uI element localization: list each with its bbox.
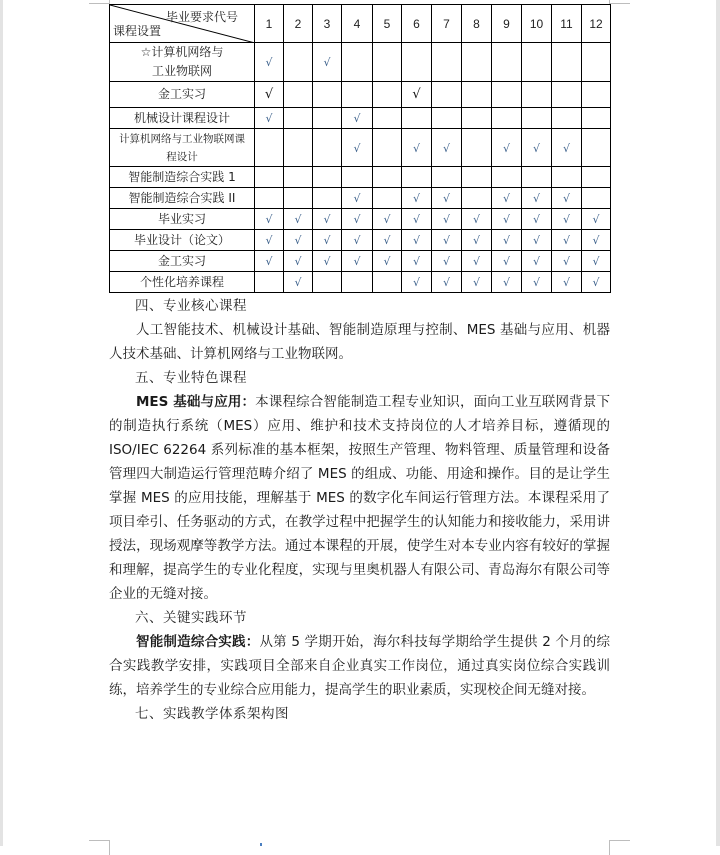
requirement-cell <box>522 43 552 82</box>
checkmark-icon: √ <box>412 255 420 268</box>
requirement-cell <box>255 230 284 251</box>
checkmark-icon: √ <box>502 141 510 155</box>
requirement-cell <box>284 272 313 293</box>
requirement-cell <box>432 230 462 251</box>
checkmark-icon: √ <box>532 255 540 268</box>
checkmark-icon: √ <box>412 141 420 155</box>
requirement-cell <box>255 251 284 272</box>
requirement-cell <box>255 209 284 230</box>
checkmark-icon: √ <box>592 255 600 268</box>
table-row <box>110 167 611 188</box>
requirement-cell <box>255 108 284 129</box>
checkmark-icon: √ <box>353 255 361 268</box>
requirement-cell <box>582 82 611 108</box>
requirement-cell <box>462 230 492 251</box>
checkmark-icon: √ <box>294 276 302 289</box>
checkmark-icon: √ <box>472 213 480 226</box>
requirement-cell <box>402 129 432 167</box>
requirement-cell <box>582 251 611 272</box>
requirement-cell <box>313 209 342 230</box>
checkmark-icon: √ <box>383 255 391 268</box>
checkmark-icon: √ <box>532 276 540 289</box>
checkmark-icon: √ <box>562 213 570 226</box>
requirement-cell <box>522 129 552 167</box>
requirement-cell <box>432 209 462 230</box>
course-name-line: 机械设计课程设计 <box>133 110 230 125</box>
course-name-line: 工业物联网 <box>151 64 212 78</box>
checkmark-icon: √ <box>323 255 331 268</box>
requirement-cell <box>342 188 373 209</box>
practice-body: 从第 5 学期开始，海尔科技每学期给学生提供 2 个月的综合实践教学安排，实践项目全部来自企业真实工作岗位，通过真实岗位综合实践训练，培养学生的专业综合应用能力，提高学生的职业素质，实现校企间无缝对接。 <box>109 634 610 698</box>
checkmark-icon: √ <box>412 87 421 102</box>
requirement-cell <box>313 43 342 82</box>
requirement-cell <box>582 167 611 188</box>
diagonal-header-cell <box>110 5 255 43</box>
requirement-cell <box>313 82 342 108</box>
requirement-cell <box>313 230 342 251</box>
requirement-cell <box>373 272 402 293</box>
checkmark-icon: √ <box>442 141 450 155</box>
checkmark-icon: √ <box>383 234 391 247</box>
checkmark-icon: √ <box>412 213 420 226</box>
requirement-cell <box>342 272 373 293</box>
course-name-line: 毕业实习 <box>157 211 206 226</box>
requirement-cell <box>492 129 522 167</box>
section-heading-6: 六、关键实践环节 <box>135 610 247 626</box>
requirement-cell <box>552 209 582 230</box>
requirement-cell <box>582 230 611 251</box>
requirement-cell <box>522 251 552 272</box>
checkmark-icon: √ <box>562 255 570 268</box>
checkmark-icon: √ <box>264 87 274 102</box>
requirement-cell <box>342 251 373 272</box>
requirement-cell <box>402 272 432 293</box>
mes-course-title: MES 基础与应用： <box>136 394 256 410</box>
checkmark-icon: √ <box>412 234 420 247</box>
page-gutter-right <box>716 0 720 846</box>
requirement-cell <box>432 188 462 209</box>
table-row <box>110 251 611 272</box>
checkmark-icon: √ <box>294 234 302 247</box>
checkmark-icon: √ <box>294 255 302 268</box>
requirement-cell <box>492 251 522 272</box>
requirement-cell <box>522 167 552 188</box>
table-row <box>110 82 611 108</box>
requirement-cell <box>582 129 611 167</box>
practice-title: 智能制造综合实践： <box>136 634 260 650</box>
checkmark-icon: √ <box>532 141 540 155</box>
checkmark-icon: √ <box>502 213 510 226</box>
checkmark-icon: √ <box>323 234 331 247</box>
requirement-cell <box>492 82 522 108</box>
requirement-cell <box>313 188 342 209</box>
requirement-cell <box>373 108 402 129</box>
requirement-cell <box>462 108 492 129</box>
requirement-cell <box>552 251 582 272</box>
requirement-cell <box>462 82 492 108</box>
checkmark-icon: √ <box>442 192 450 205</box>
requirement-cell <box>402 108 432 129</box>
requirement-cell <box>402 230 432 251</box>
requirement-cell <box>492 209 522 230</box>
requirement-cell <box>522 230 552 251</box>
checkmark-icon: √ <box>294 213 302 226</box>
requirement-cell <box>284 43 313 82</box>
requirement-cell <box>552 230 582 251</box>
course-name-line: 计算机网络与工业物联网课 <box>119 132 245 145</box>
requirement-cell <box>522 82 552 108</box>
requirement-cell <box>462 43 492 82</box>
checkmark-icon: √ <box>562 234 570 247</box>
core-courses-paragraph: 人工智能技术、机械设计基础、智能制造原理与控制、MES 基础与应用、机器人技术基础、计算机网络与工业物联网。 <box>109 322 610 362</box>
requirement-cell <box>284 82 313 108</box>
column-header-12: 12 <box>582 5 611 43</box>
column-header-11: 11 <box>552 5 582 43</box>
requirement-cell <box>492 108 522 129</box>
course-name-cell <box>110 272 255 293</box>
requirement-cell <box>462 272 492 293</box>
requirement-cell <box>284 108 313 129</box>
requirement-cell <box>432 129 462 167</box>
checkmark-icon: √ <box>353 141 361 155</box>
requirement-cell <box>522 108 552 129</box>
requirement-cell <box>284 167 313 188</box>
checkmark-icon: √ <box>442 255 450 268</box>
requirement-cell <box>284 129 313 167</box>
checkmark-icon: √ <box>265 56 273 69</box>
requirement-cell <box>313 167 342 188</box>
checkmark-icon: √ <box>323 56 331 69</box>
requirement-cell <box>582 209 611 230</box>
requirement-cell <box>342 82 373 108</box>
requirement-cell <box>492 230 522 251</box>
requirement-cell <box>373 209 402 230</box>
mes-course-paragraph <box>109 390 610 606</box>
checkmark-icon: √ <box>412 192 420 205</box>
requirement-cell <box>373 43 402 82</box>
section-heading-4: 四、专业核心课程 <box>135 298 247 314</box>
course-name-cell <box>110 188 255 209</box>
course-name-line: 金工实习 <box>157 87 206 101</box>
checkmark-icon: √ <box>472 255 480 268</box>
requirement-cell <box>432 251 462 272</box>
course-name-cell <box>110 209 255 230</box>
requirement-cell <box>255 272 284 293</box>
requirement-cell <box>402 43 432 82</box>
requirement-cell <box>552 167 582 188</box>
header-requirement-label: 毕业要求代号 <box>165 10 238 24</box>
checkmark-icon: √ <box>502 234 510 247</box>
requirement-cell <box>373 188 402 209</box>
crop-mark-bottom-right <box>609 840 630 855</box>
course-name-cell <box>110 129 255 167</box>
course-name-cell <box>110 167 255 188</box>
requirement-cell <box>313 108 342 129</box>
checkmark-icon: √ <box>265 234 273 247</box>
requirement-cell <box>462 129 492 167</box>
course-name-line: 金工实习 <box>157 253 206 268</box>
checkmark-icon: √ <box>532 213 540 226</box>
checkmark-icon: √ <box>353 213 361 226</box>
header-course-label: 课程设置 <box>113 24 162 38</box>
column-header-6: 6 <box>402 5 432 43</box>
requirement-cell <box>342 167 373 188</box>
requirement-cell <box>284 188 313 209</box>
crop-mark-top-left <box>89 0 110 4</box>
requirement-cell <box>373 82 402 108</box>
checkmark-icon: √ <box>502 276 510 289</box>
requirement-cell <box>492 43 522 82</box>
requirement-cell <box>492 272 522 293</box>
requirement-cell <box>255 82 284 108</box>
checkmark-icon: √ <box>472 276 480 289</box>
column-header-2: 2 <box>284 5 313 43</box>
column-header-10: 10 <box>522 5 552 43</box>
requirement-cell <box>402 188 432 209</box>
section-heading-7: 七、实践教学体系架构图 <box>135 706 289 722</box>
requirement-cell <box>582 108 611 129</box>
requirement-cell <box>255 43 284 82</box>
requirement-cell <box>255 167 284 188</box>
table-row <box>110 188 611 209</box>
course-name-cell <box>110 82 255 108</box>
requirement-cell <box>255 188 284 209</box>
requirement-cell <box>552 43 582 82</box>
course-name-line: 智能制造综合实践 II <box>128 190 236 205</box>
table-row <box>110 129 611 167</box>
checkmark-icon: √ <box>265 255 273 268</box>
requirement-cell <box>492 167 522 188</box>
checkmark-icon: √ <box>532 234 540 247</box>
checkmark-icon: √ <box>532 192 540 205</box>
checkmark-icon: √ <box>383 213 391 226</box>
requirement-cell <box>313 272 342 293</box>
requirement-cell <box>462 209 492 230</box>
checkmark-icon: √ <box>592 213 600 226</box>
table-row <box>110 43 611 82</box>
requirement-cell <box>373 251 402 272</box>
course-name-line: ☆计算机网络与 <box>140 45 224 59</box>
requirement-cell <box>552 129 582 167</box>
checkmark-icon: √ <box>562 192 570 205</box>
checkmark-icon: √ <box>592 234 600 247</box>
requirement-cell <box>342 108 373 129</box>
requirement-cell <box>373 230 402 251</box>
column-header-7: 7 <box>432 5 462 43</box>
checkmark-icon: √ <box>412 276 420 289</box>
checkmark-icon: √ <box>472 234 480 247</box>
section-heading-5: 五、专业特色课程 <box>135 370 247 386</box>
checkmark-icon: √ <box>502 255 510 268</box>
requirement-cell <box>313 129 342 167</box>
requirement-cell <box>582 188 611 209</box>
requirement-cell <box>342 129 373 167</box>
checkmark-icon: √ <box>353 112 361 125</box>
requirement-cell <box>342 230 373 251</box>
requirement-cell <box>552 82 582 108</box>
requirement-cell <box>462 188 492 209</box>
column-header-1: 1 <box>255 5 284 43</box>
requirement-cell <box>522 272 552 293</box>
checkmark-icon: √ <box>323 213 331 226</box>
requirement-cell <box>432 108 462 129</box>
table-row <box>110 272 611 293</box>
requirement-cell <box>432 43 462 82</box>
checkmark-icon: √ <box>353 234 361 247</box>
column-header-5: 5 <box>373 5 402 43</box>
section-core-courses <box>109 294 610 726</box>
requirement-cell <box>522 209 552 230</box>
requirement-cell <box>284 230 313 251</box>
column-header-4: 4 <box>342 5 373 43</box>
requirement-cell <box>402 209 432 230</box>
header-row <box>110 5 611 43</box>
requirement-cell <box>373 129 402 167</box>
column-header-8: 8 <box>462 5 492 43</box>
requirement-cell <box>342 43 373 82</box>
table-row <box>110 108 611 129</box>
checkmark-icon: √ <box>562 276 570 289</box>
requirement-cell <box>432 167 462 188</box>
requirement-cell <box>462 167 492 188</box>
checkmark-icon: √ <box>265 112 273 125</box>
requirement-cell <box>402 167 432 188</box>
mes-course-body: 本课程综合智能制造工程专业知识，面向工业互联网背景下的制造执行系统（MES）应用、维护和技术支持岗位的人才培养目标，遵循现的 ISO/IEC 62264 系列标准的基本框架，按照生产管理、物料管理、质量管理和设备管理四大制造运行管理范畴介绍了 MES 的组成、功能、用途和操作。目的是让学生掌握 MES 的应用技能，理解基于 MES 的数字化车间运行管理方法。本课程采用了项目牵引、任务驱动的方式，在教学过程中把握学生的认知能力和接收能力，采用讲授法，现场观摩等教学方法。通过本课程的开展，使学生对本专业内容有较好的掌握和理解，提高学生的专业化程度，实现与里奥机器人有限公司、青岛海尔有限公司等企业的无缝对接。 <box>109 394 610 602</box>
requirement-cell <box>552 108 582 129</box>
requirement-cell <box>552 272 582 293</box>
checkmark-icon: √ <box>265 213 273 226</box>
requirement-cell <box>552 188 582 209</box>
checkmark-icon: √ <box>353 192 361 205</box>
checkmark-icon: √ <box>502 192 510 205</box>
requirement-cell <box>492 188 522 209</box>
course-name-line: 智能制造综合实践 1 <box>128 169 236 184</box>
column-header-9: 9 <box>492 5 522 43</box>
requirement-cell <box>373 167 402 188</box>
course-name-cell <box>110 108 255 129</box>
requirement-cell <box>432 272 462 293</box>
page-gutter-left <box>0 0 3 846</box>
checkmark-icon: √ <box>562 141 570 155</box>
checkmark-icon: √ <box>442 276 450 289</box>
crop-mark-bottom-left <box>89 840 110 855</box>
course-name-cell <box>110 251 255 272</box>
course-name-line: 个性化培养课程 <box>139 274 224 289</box>
requirement-cell <box>582 272 611 293</box>
requirement-cell <box>522 188 552 209</box>
checkmark-icon: √ <box>592 276 600 289</box>
table-row <box>110 230 611 251</box>
requirement-cell <box>432 82 462 108</box>
table-row <box>110 209 611 230</box>
requirement-cell <box>313 251 342 272</box>
requirement-cell <box>342 209 373 230</box>
requirement-cell <box>284 209 313 230</box>
requirement-cell <box>462 251 492 272</box>
course-name-line: 程设计 <box>166 150 198 163</box>
requirement-cell <box>582 43 611 82</box>
column-header-3: 3 <box>313 5 342 43</box>
course-name-cell <box>110 43 255 82</box>
checkmark-icon: √ <box>442 213 450 226</box>
practice-paragraph <box>109 630 610 702</box>
course-requirement-matrix <box>109 4 611 293</box>
crop-mark-top-right <box>609 0 630 4</box>
course-name-cell <box>110 230 255 251</box>
checkmark-icon: √ <box>442 234 450 247</box>
requirement-cell <box>402 251 432 272</box>
course-name-line: 毕业设计（论文） <box>133 232 230 247</box>
requirement-cell <box>284 251 313 272</box>
requirement-cell <box>255 129 284 167</box>
requirement-cell <box>402 82 432 108</box>
